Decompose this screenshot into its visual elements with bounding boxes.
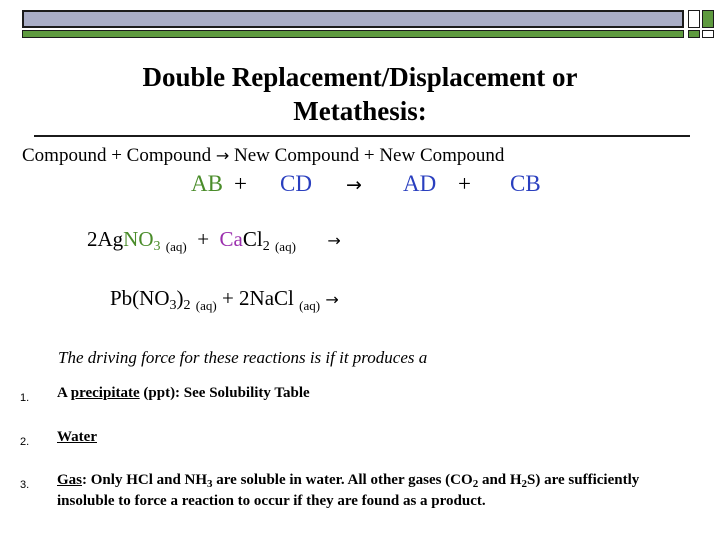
subscript: 2	[183, 298, 191, 313]
list-number: 2.	[20, 436, 30, 448]
pattern-term-cd: CD	[280, 171, 312, 196]
pattern-plus: +	[234, 171, 247, 196]
header-square	[702, 30, 714, 38]
slide-title-line-1: Double Replacement/Displacement or	[142, 62, 578, 92]
title-divider	[34, 135, 690, 137]
right-arrow-icon: →	[325, 290, 339, 309]
reactant-chloride: Cl	[242, 227, 263, 251]
plus-sign: +	[197, 227, 210, 251]
reactant-lead-nitrate: Pb(NO	[110, 286, 170, 310]
slide-title-line-2: Metathesis:	[293, 96, 427, 126]
reactant-chloride: Cl	[274, 286, 294, 310]
header-square	[702, 10, 714, 28]
general-right: New Compound + New Compound	[234, 145, 505, 166]
example-equation-2	[110, 286, 339, 314]
list-item-precipitate: A precipitate (ppt): See Solubility Table	[57, 385, 310, 401]
header-accent-bar	[22, 30, 684, 38]
list-number: 3.	[20, 479, 30, 491]
subscript: 3	[169, 298, 177, 313]
right-arrow-icon: →	[346, 174, 362, 196]
list-number: 1.	[20, 392, 30, 404]
general-equation	[22, 145, 504, 167]
list-item-water	[57, 429, 97, 446]
pattern-term-cb: CB	[510, 171, 541, 196]
right-arrow-icon: →	[327, 231, 341, 250]
subscript: 3	[153, 239, 161, 254]
reactant-calcium: Ca	[219, 227, 243, 251]
gas-term: Gas	[57, 472, 83, 488]
reactant-silver: 2Ag	[87, 227, 124, 251]
pattern-term-ad: AD	[403, 171, 437, 196]
pattern-plus: +	[458, 171, 471, 196]
driving-force-text: The driving force for these reactions is if it produces a	[58, 348, 428, 367]
state-label: (aq)	[299, 298, 321, 313]
reactant-sodium: 2Na	[239, 286, 275, 310]
header-square	[688, 30, 700, 38]
general-left: Compound + Compound	[22, 145, 212, 166]
list-item-gas: Gas: Only HCl and $NH_3$ are soluble in water. All other gases ($CO_2$ and $H_2S$) are sufficiently insoluble to force a reaction to occur if they are found as a product.	[57, 472, 640, 509]
pattern-term-ab: AB	[191, 171, 223, 196]
header-bar	[22, 10, 684, 28]
right-arrow-icon: →	[215, 146, 230, 165]
state-label: (aq)	[274, 239, 296, 254]
paren-close: )	[176, 286, 184, 310]
example-equation-1	[87, 227, 341, 255]
header-square	[688, 10, 700, 28]
water-term: Water	[57, 429, 97, 445]
reactant-nitrate: NO	[123, 227, 154, 251]
subscript: 2	[262, 239, 270, 254]
precipitate-term: precipitate	[70, 385, 140, 401]
state-label: (aq)	[195, 298, 217, 313]
state-label: (aq)	[165, 239, 187, 254]
plus-sign: +	[221, 286, 234, 310]
